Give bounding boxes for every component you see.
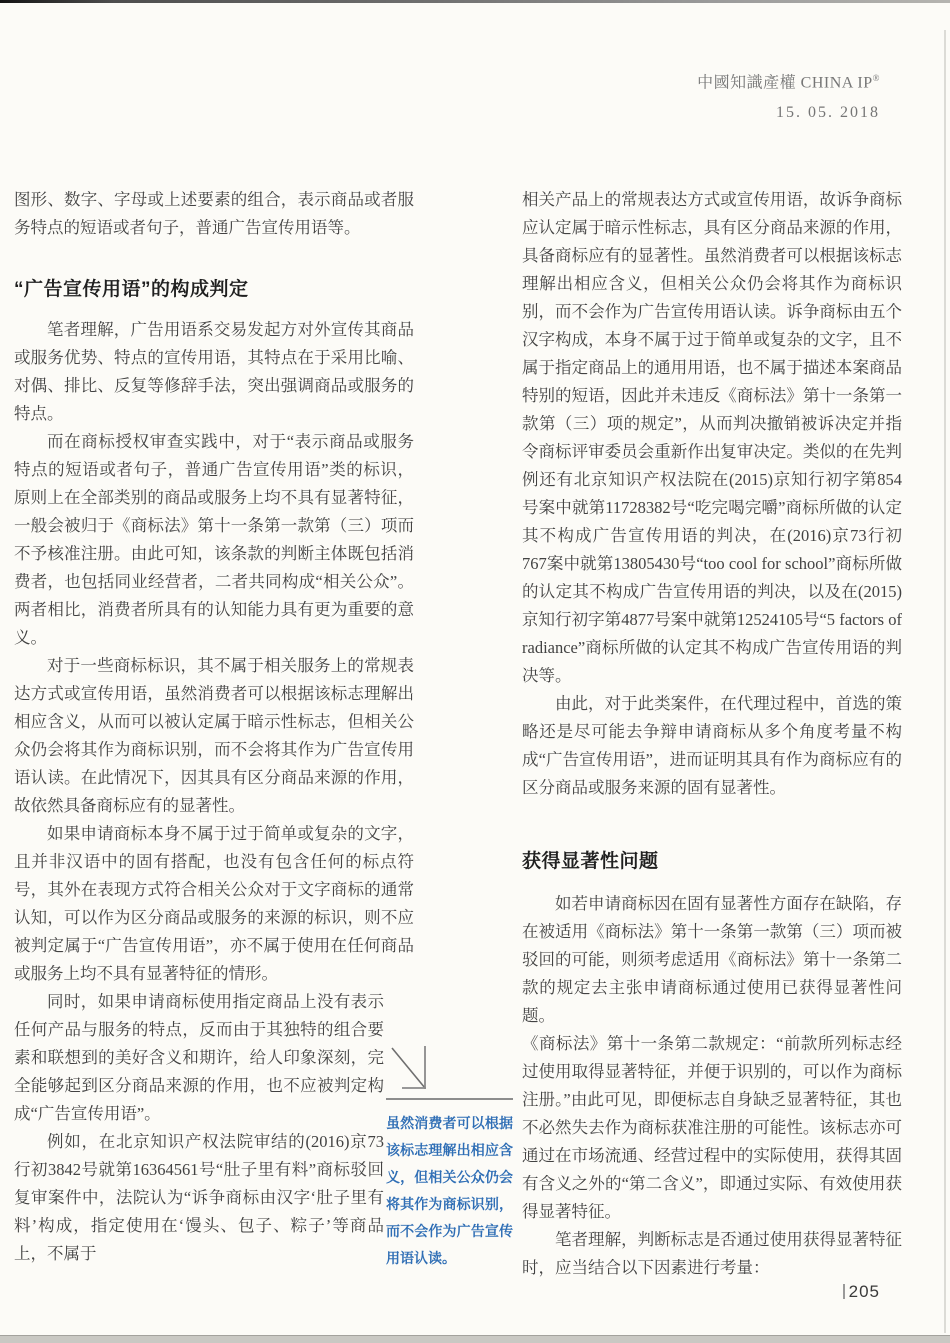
paragraph-examination-practice: 而在商标授权审查实践中，对于“表示商品或服务特点的短语或者句子，普通广告宣传用语”类的标识，原则上在全部类别的商品或服务上均不具有显著特征，一般会被归于《商标法》第十一条第一款第（三）项而不予核准注册。由此可知，该条款的判断主体既包括消费者，也包括同业经营者，二者共同构成“相关公众”。两者相比，消费者所具有的认知能力具有更为重要的意义。 <box>14 432 414 647</box>
right-column <box>522 186 902 1282</box>
pull-quote-divider <box>386 1098 513 1100</box>
paragraph-agency-strategy: 由此，对于此类案件，在代理过程中，首选的策略还是尽可能去争辩申请商标从多个角度考量不构成“广告宣传用语”，进而证明其具有作为商标应有的区分商品或服务来源的固有显著性。 <box>522 694 902 797</box>
paragraph-court-reasoning: 相关产品上的常规表达方式或宣传用语，故诉争商标应认定属于暗示性标志，具有区分商品来源的作用，具备商标应有的显著性。虽然消费者可以根据该标志理解出相应含义，但相关公众仍会将其作为商标识别，而不会作为广告宣传用语认读。诉争商标由五个汉字构成，本身不属于过于简单或复杂的文字，且不属于指定商品上的通用用语，也不属于描述本案商品特别的短语，因此并未违反《商标法》第十一条第一款第（三）项的规定”，从而判决撤销被诉决定并指令商标评审委员会重新作出复审决定。类似的在先判例还有北京知识产权法院在(2015)京知行初字第854号案中就第11728382号“吃完喝完嚼”商标所做的认定其不构成广告宣传用语的判决，在(2016)京73行初767案中就第13805430号“too cool for school”商标所做的认定其不构成广告宣传用语的判决，以及在(2015)京知行初字第4877号案中就第12524105号“5 factors of radiance”商标所做的认定其不构成广告宣传用语的判决等。 <box>522 190 902 685</box>
section-heading-acquired-distinctiveness: 获得显著性问题 <box>522 851 659 872</box>
magazine-title-text: 中國知識產權 CHINA IP <box>697 74 873 92</box>
paragraph-factors-intro: 笔者理解，判断标志是否通过使用获得显著特征时，应当结合以下因素进行考量： <box>522 1230 902 1277</box>
page-number-divider <box>843 1284 845 1299</box>
paragraph-suggestive-marks: 对于一些商标标识，其不属于相关服务上的常规表达方式或宣传用语，虽然消费者可以根据该标志理解出相应含义，从而可以被认定属于暗示性标志，但相关公众仍会将其作为商标识别，而不会将其作为广告宣传用语认读。在此情况下，因其具有区分商品来源的作用，故依然具备商标应有的显著性。 <box>14 656 414 815</box>
registered-trademark-symbol: ® <box>872 73 880 83</box>
page-footer <box>843 1282 880 1302</box>
pull-quote-text: 虽然消费者可以根据该标志理解出相应含义，但相关公众仍会将其作为商标识别，而不会作为广告宣传用语认读。 <box>386 1115 513 1266</box>
page-number: 205 <box>848 1282 880 1301</box>
arrow-down-right-icon <box>388 1042 434 1094</box>
paragraph-author-understanding: 笔者理解，广告用语系交易发起方对外宣传其商品或服务优势、特点的宣传用语，其特点在于采用比喻、对偶、排比、反复等修辞手法，突出强调商品或服务的特点。 <box>14 320 414 423</box>
pull-quote <box>386 1042 513 1272</box>
magazine-title <box>697 66 880 95</box>
scan-edge-top <box>0 0 950 3</box>
paragraph-intro-continuation: 图形、数字、字母或上述要素的组合，表示商品或者服务特点的短语或者句子，普通广告宣传用语等。 <box>14 190 414 237</box>
section-heading-ad-slogan-determination: “广告宣传用语”的构成判定 <box>14 279 249 300</box>
paragraph-not-too-simple: 如果申请商标本身不属于过于简单或复杂的文字，且并非汉语中的固有搭配，也没有包含任何的标点符号，其外在表现方式符合相关公众对于文字商标的通常认知，可以作为区分商品或服务的来源的标识，则不应被判定属于“广告宣传用语”，亦不属于使用在任何商品或服务上均不具有显著特征的情形。 <box>14 824 414 983</box>
paragraph-article-eleven-rejection: 如若申请商标因在固有显著性方面存在缺陷，存在被适用《商标法》第十一条第一款第（三）项而被驳回的可能，则须考虑适用《商标法》第十一条第二款的规定去主张申请商标通过使用已获得显著性问题。 <box>522 894 902 1025</box>
page-header <box>697 66 880 125</box>
issue-date: 15. 05. 2018 <box>776 104 880 122</box>
paragraph-case-example: 例如，在北京知识产权法院审结的(2016)京73行初3842号就第16364561号“肚子里有料”商标驳回复审案件中，法院认为“诉争商标由汉字‘肚子里有料’构成，指定使用在‘馒头、包子、粽子’等商品上，不属于 <box>14 1132 384 1263</box>
paragraph-second-meaning: 《商标法》第十一条第二款规定：“前款所列标志经过使用取得显著特征，并便于识别的，可以作为商标注册。”由此可见，即便标志自身缺乏显著特征，其也不必然失去作为商标获准注册的可能性。该标志亦可通过在市场流通、经营过程中的实际使用，获得其固有含义之外的“第二含义”，即通过实际、有效使用获得显著特征。 <box>522 1034 902 1221</box>
scan-edge-bottom <box>0 1335 950 1343</box>
scan-edge-right <box>944 30 946 1333</box>
paragraph-unique-combination: 同时，如果申请商标使用指定商品上没有表示任何产品与服务的特点，反而由于其独特的组合要素和联想到的美好含义和期许，给人印象深刻，完全能够起到区分商品来源的作用，也不应被判定构成“广告宣传用语”。 <box>14 992 384 1123</box>
left-column <box>14 186 414 1268</box>
